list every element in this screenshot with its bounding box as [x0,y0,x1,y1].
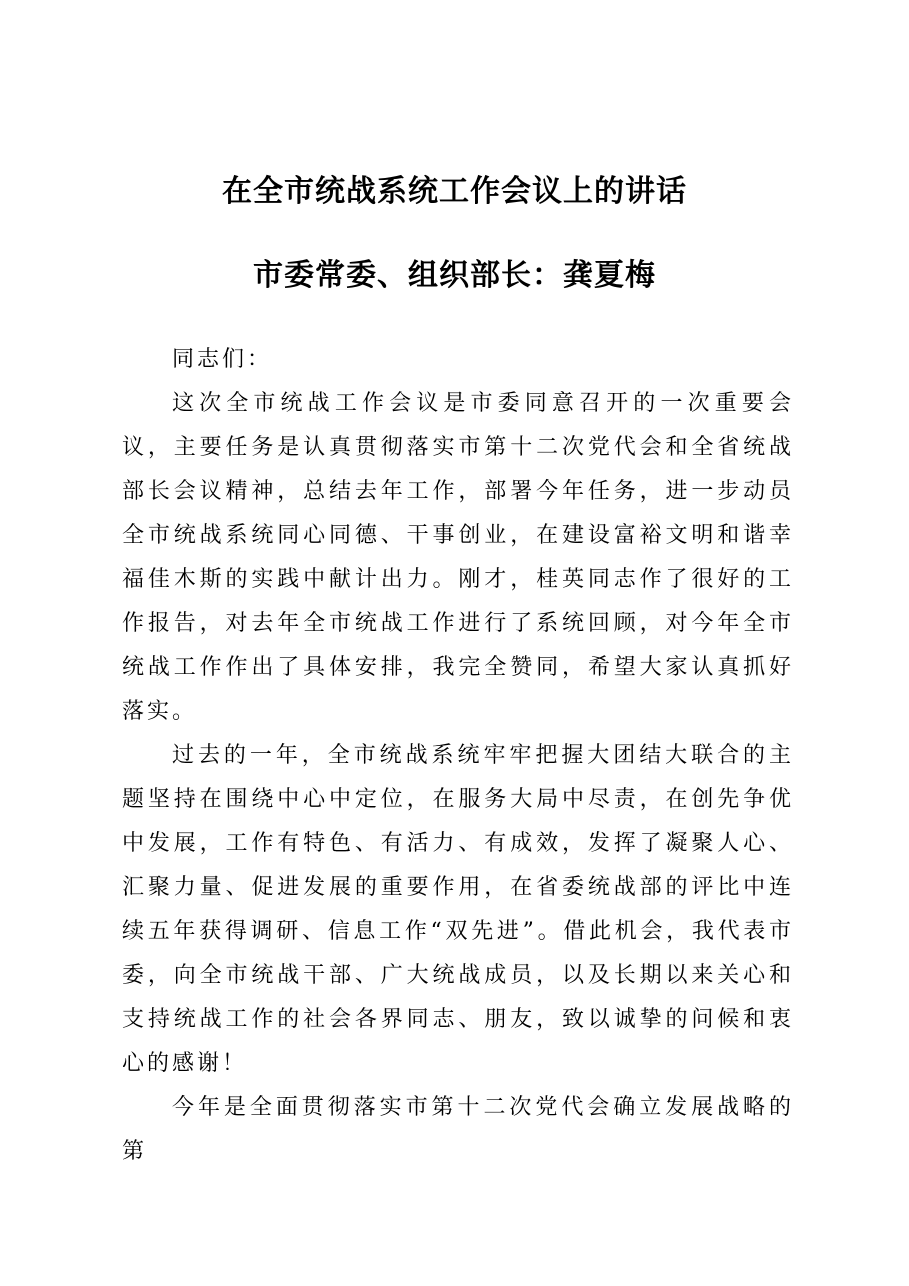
document-subtitle: 市委常委、组织部长：龚夏梅 [253,258,656,293]
paragraph: 过去的一年，全市统战系统牢牢把握大团结大联合的主题坚持在围绕中心中定位，在服务大局中尽责，在创先争优中发展，工作有特色、有活力、有成效，发挥了凝聚人心、汇聚力量、促进发展的重要作用，在省委统战部的评比中连续五年获得调研、信息工作“双先进”。借此机会，我代表市委，向全市统战干部、广大统战成员，以及长期以来关心和支持统战工作的社会各界同志、朋友，致以诚挚的问候和衷心的感谢！ [122,743,794,1076]
document-title: 在全市统战系统工作会议上的讲话 [222,174,687,209]
salutation: 同志们： [172,347,273,372]
body-paragraphs [122,382,794,1174]
paragraph: 今年是全面贯彻落实市第十二次党代会确立发展战略的第 [122,1095,794,1164]
paragraph: 这次全市统战工作会议是市委同意召开的一次重要会议，主要任务是认真贯彻落实市第十二次党代会和全省统战部长会议精神，总结去年工作，部署今年任务，进一步动员全市统战系统同心同德、干事创业，在建设富裕文明和谐幸福佳木斯的实践中献计出力。刚才，桂英同志作了很好的工作报告，对去年全市统战工作进行了系统回顾，对今年全市统战工作作出了具体安排，我完全赞同，希望大家认真抓好落实。 [122,391,794,724]
